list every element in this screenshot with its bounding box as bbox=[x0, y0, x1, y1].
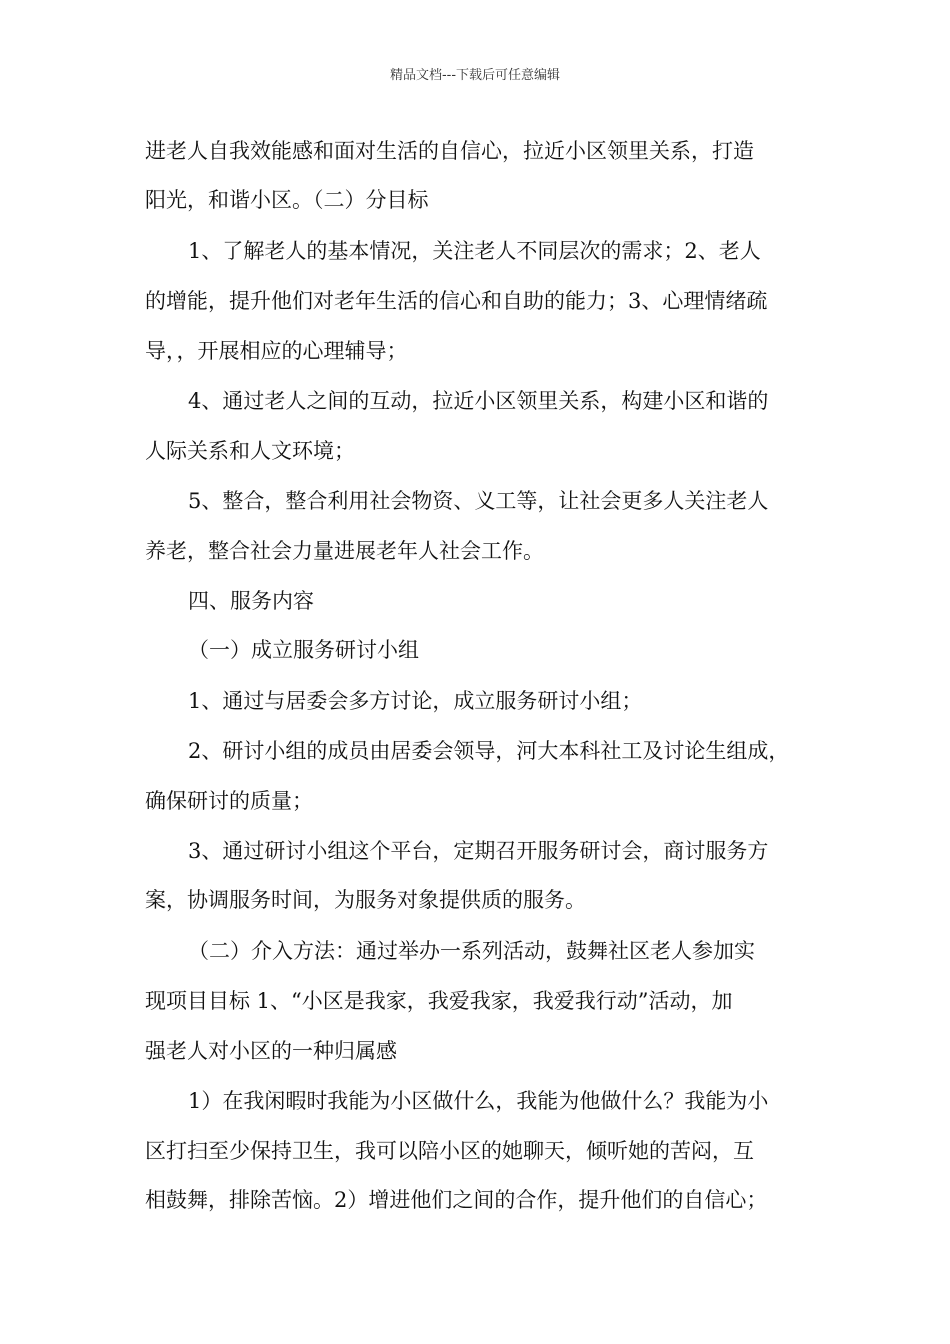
body-text-line: 人际关系和人文环境； bbox=[145, 439, 355, 463]
body-text-line: 阳光，和谐小区。（二）分目标 bbox=[145, 188, 429, 212]
body-text-line: 的增能，提升他们对老年生活的信心和自助的能力；3、心理情绪疏 bbox=[145, 289, 768, 313]
body-text-line: 1、了解老人的基本情况，关注老人不同层次的需求；2、老人 bbox=[188, 239, 761, 263]
body-text-line: 3、通过研讨小组这个平台，定期召开服务研讨会，商讨服务方 bbox=[188, 839, 769, 863]
body-text-line: 1）在我闲暇时我能为小区做什么，我能为他做什么？我能为小 bbox=[188, 1089, 769, 1113]
body-text-line: 强老人对小区的一种归属感 bbox=[145, 1039, 397, 1063]
body-text-line: 案，协调服务时间，为服务对象提供质的服务。 bbox=[145, 888, 586, 912]
body-text-line: 2、研讨小组的成员由居委会领导，河大本科社工及讨论生组成， bbox=[188, 739, 790, 763]
body-text-line: 现项目目标 1、“小区是我家，我爱我家，我爱我行动”活动，加 bbox=[145, 989, 733, 1013]
body-text-line: 养老，整合社会力量进展老年人社会工作。 bbox=[145, 539, 544, 563]
body-text-line: 区打扫至少保持卫生，我可以陪小区的她聊天，倾听她的苦闷，互 bbox=[145, 1139, 754, 1163]
subsection-heading: （二）介入方法：通过举办一系列活动，鼓舞社区老人参加实 bbox=[188, 939, 755, 963]
body-text-line: 导，，开展相应的心理辅导； bbox=[145, 339, 408, 363]
body-text-line: 5、整合，整合利用社会物资、义工等，让社会更多人关注老人 bbox=[188, 489, 769, 513]
page-header: 精品文档---下载后可任意编辑 bbox=[389, 68, 561, 83]
body-text-line: 确保研讨的质量； bbox=[145, 789, 313, 813]
body-text-line: 进老人自我效能感和面对生活的自信心，拉近小区领里关系，打造 bbox=[145, 139, 754, 163]
body-text-line: 1、通过与居委会多方讨论，成立服务研讨小组； bbox=[188, 689, 643, 713]
section-heading: 四、服务内容 bbox=[188, 589, 314, 613]
subsection-heading: （一）成立服务研讨小组 bbox=[188, 638, 419, 662]
body-text-line: 相鼓舞，排除苦恼。2）增进他们之间的合作，提升他们的自信心； bbox=[145, 1188, 768, 1212]
body-text-line: 4、通过老人之间的互动，拉近小区领里关系，构建小区和谐的 bbox=[188, 389, 769, 413]
